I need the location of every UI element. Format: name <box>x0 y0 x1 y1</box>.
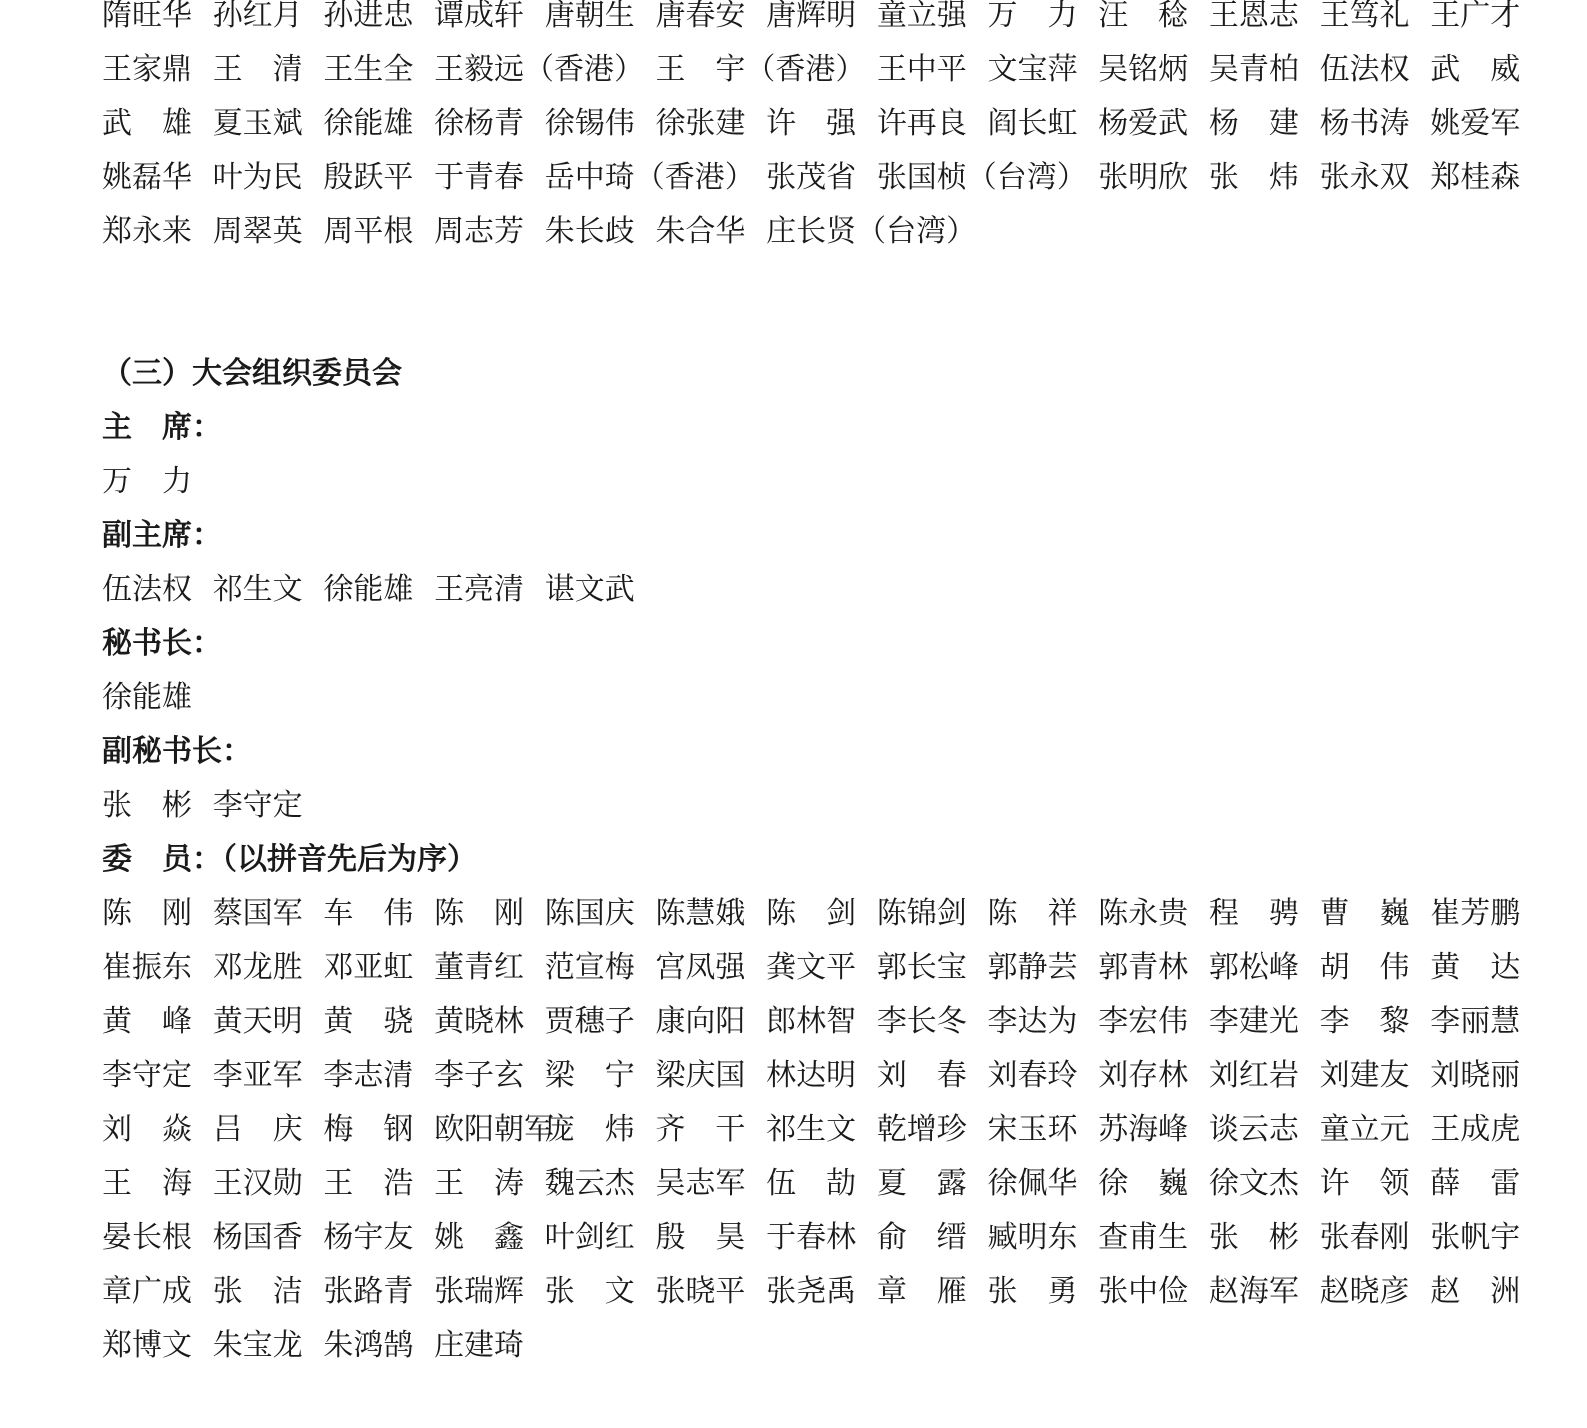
member-name: 范宣梅 <box>544 950 635 985</box>
member-name: 郭静芸 <box>987 950 1078 985</box>
member-name: 陈锦剑 <box>876 896 967 931</box>
name-item: 张永双 <box>1319 160 1410 195</box>
member-name: 伍 劼 <box>766 1166 857 1201</box>
member-name: 殷 昊 <box>655 1220 746 1255</box>
name-item: 王家鼎 <box>102 52 192 87</box>
member-name: 李达为 <box>987 1004 1078 1039</box>
member-name: 张 文 <box>544 1274 635 1309</box>
member-name: 刘存林 <box>1098 1058 1189 1093</box>
member-name: 朱宝龙 <box>212 1328 303 1363</box>
member-name: 黄天明 <box>212 1004 303 1039</box>
members-list <box>102 894 1525 1380</box>
member-name: 张帆宇 <box>1430 1220 1521 1255</box>
name-item: 万 力 <box>987 0 1078 33</box>
member-name: 李长冬 <box>876 1004 967 1039</box>
member-name: 张春刚 <box>1319 1220 1410 1255</box>
name-item: 张明欣 <box>1098 160 1189 195</box>
member-name: 邓龙胜 <box>212 950 303 985</box>
name-item: 童立强 <box>876 0 967 33</box>
member-name: 张尧禹 <box>766 1274 857 1309</box>
name-item: 张 炜 <box>1208 160 1299 195</box>
member-name: 薛 雷 <box>1430 1166 1521 1201</box>
name-item: 殷跃平 <box>323 160 414 195</box>
name-item: 伍法权 <box>1319 52 1410 87</box>
name-item: 张茂省 <box>766 160 857 195</box>
member-name: 陈 剑 <box>766 896 857 931</box>
member-name: 林达明 <box>766 1058 857 1093</box>
member-name: 庞 炜 <box>544 1112 635 1147</box>
member-name: 董青红 <box>434 950 525 985</box>
member-name: 于春林 <box>766 1220 857 1255</box>
deputy-secretary-name: 李守定 <box>212 788 303 823</box>
chair-label: 主 席： <box>102 410 222 445</box>
member-name: 赵 洲 <box>1430 1274 1521 1309</box>
member-name: 吕 庆 <box>212 1112 303 1147</box>
member-name: 朱鸿鹄 <box>323 1328 414 1363</box>
member-name: 祁生文 <box>766 1112 857 1147</box>
member-name: 曹 巍 <box>1319 896 1410 931</box>
name-item: 张国桢（台湾） <box>876 160 1087 195</box>
member-name: 陈 刚 <box>434 896 525 931</box>
name-item: 杨爱武 <box>1098 106 1189 141</box>
member-name: 梁庆国 <box>655 1058 746 1093</box>
member-name: 郭松峰 <box>1208 950 1299 985</box>
chair-name: 万 力 <box>102 464 192 499</box>
name-item: 周翠英 <box>212 214 303 249</box>
member-name: 谈云志 <box>1208 1112 1299 1147</box>
member-name: 赵晓彦 <box>1319 1274 1410 1309</box>
name-item: 庄长贤（台湾） <box>766 214 977 249</box>
member-name: 臧明东 <box>987 1220 1078 1255</box>
section-heading: （三）大会组织委员会 <box>102 356 402 391</box>
vice-chair-name: 伍法权 <box>102 572 192 607</box>
member-name: 齐 干 <box>655 1112 746 1147</box>
name-item: 岳中琦（香港） <box>544 160 755 195</box>
member-name: 庄建琦 <box>434 1328 525 1363</box>
member-name: 崔芳鹏 <box>1430 896 1521 931</box>
name-item: 武 威 <box>1430 52 1521 87</box>
member-name: 张 洁 <box>212 1274 303 1309</box>
member-name: 贾穗子 <box>544 1004 635 1039</box>
vice-chair-name: 徐能雄 <box>323 572 414 607</box>
member-name: 张 勇 <box>987 1274 1078 1309</box>
name-item: 周志芳 <box>434 214 525 249</box>
name-item: 姚爱军 <box>1430 106 1521 141</box>
name-item: 朱合华 <box>655 214 746 249</box>
name-item: 许 强 <box>766 106 857 141</box>
member-name: 蔡国军 <box>212 896 303 931</box>
name-item: 唐春安 <box>655 0 746 33</box>
member-name: 王汉勋 <box>212 1166 303 1201</box>
member-name: 李 黎 <box>1319 1004 1410 1039</box>
member-name: 王 浩 <box>323 1166 414 1201</box>
name-item: 朱长歧 <box>544 214 635 249</box>
vice-chair-names <box>102 570 1525 624</box>
member-name: 梅 钢 <box>323 1112 414 1147</box>
vice-chair-name: 王亮清 <box>434 572 525 607</box>
member-name: 李宏伟 <box>1098 1004 1189 1039</box>
member-name: 崔振东 <box>102 950 192 985</box>
member-name: 李守定 <box>102 1058 192 1093</box>
member-name: 许 领 <box>1319 1166 1410 1201</box>
name-item: 武 雄 <box>102 106 192 141</box>
member-name: 郎林智 <box>766 1004 857 1039</box>
member-name: 胡 伟 <box>1319 950 1410 985</box>
vice-chair-label: 副主席： <box>102 518 222 553</box>
name-item: 谭成轩 <box>434 0 525 33</box>
name-item: 吴铭炳 <box>1098 52 1189 87</box>
member-name: 夏 露 <box>876 1166 967 1201</box>
name-item: 杨书涛 <box>1319 106 1410 141</box>
vice-chair-name: 祁生文 <box>212 572 303 607</box>
name-item: 孙红月 <box>212 0 303 33</box>
member-name: 叶剑红 <box>544 1220 635 1255</box>
name-item: 许再良 <box>876 106 967 141</box>
name-item: 王生全 <box>323 52 414 87</box>
member-name: 童立元 <box>1319 1112 1410 1147</box>
member-name: 王成虎 <box>1430 1112 1521 1147</box>
member-name: 徐佩华 <box>987 1166 1078 1201</box>
member-name: 宫凤强 <box>655 950 746 985</box>
member-name: 黄 骁 <box>323 1004 414 1039</box>
member-name: 查甫生 <box>1098 1220 1189 1255</box>
member-name: 邓亚虹 <box>323 950 414 985</box>
member-name: 张 彬 <box>1208 1220 1299 1255</box>
member-name: 郑博文 <box>102 1328 192 1363</box>
name-item: 孙进忠 <box>323 0 414 33</box>
member-name: 黄 峰 <box>102 1004 192 1039</box>
name-item: 吴青柏 <box>1208 52 1299 87</box>
member-name: 黄晓林 <box>434 1004 525 1039</box>
member-name: 陈国庆 <box>544 896 635 931</box>
name-item: 叶为民 <box>212 160 303 195</box>
member-name: 李子玄 <box>434 1058 525 1093</box>
member-name: 张瑞辉 <box>434 1274 525 1309</box>
secretary-general-name: 徐能雄 <box>102 680 192 715</box>
name-item: 杨 建 <box>1208 106 1299 141</box>
member-name: 姚 鑫 <box>434 1220 525 1255</box>
member-name: 陈慧娥 <box>655 896 746 931</box>
member-name: 王 海 <box>102 1166 192 1201</box>
members-label: 委 员：（以拼音先后为序） <box>102 842 477 877</box>
name-item: 于青春 <box>434 160 525 195</box>
name-item: 郑桂森 <box>1430 160 1521 195</box>
member-name: 章 雁 <box>876 1274 967 1309</box>
member-name: 龚文平 <box>766 950 857 985</box>
member-name: 欧阳朝军 <box>434 1112 555 1147</box>
member-name: 郭青林 <box>1098 950 1189 985</box>
member-name: 杨国香 <box>212 1220 303 1255</box>
name-item: 王中平 <box>876 52 967 87</box>
name-item: 周平根 <box>323 214 414 249</box>
name-item: 王毅远（香港） <box>434 52 645 87</box>
member-name: 苏海峰 <box>1098 1112 1189 1147</box>
member-name: 梁 宁 <box>544 1058 635 1093</box>
member-name: 魏云杰 <box>544 1166 635 1201</box>
secretary-general-label: 秘书长： <box>102 626 222 661</box>
member-name: 车 伟 <box>323 896 414 931</box>
name-item: 汪 稔 <box>1098 0 1189 33</box>
member-name: 程 骋 <box>1208 896 1299 931</box>
member-name: 康向阳 <box>655 1004 746 1039</box>
member-name: 李丽慧 <box>1430 1004 1521 1039</box>
name-item: 郑永来 <box>102 214 192 249</box>
member-name: 陈永贵 <box>1098 896 1189 931</box>
name-item: 姚磊华 <box>102 160 192 195</box>
deputy-secretary-label: 副秘书长： <box>102 734 252 769</box>
member-name: 章广成 <box>102 1274 192 1309</box>
member-name: 刘春玲 <box>987 1058 1078 1093</box>
deputy-secretary-names <box>102 786 1525 840</box>
name-item: 隋旺华 <box>102 0 192 33</box>
name-item: 徐锡伟 <box>544 106 635 141</box>
member-name: 杨宇友 <box>323 1220 414 1255</box>
member-name: 刘建友 <box>1319 1058 1410 1093</box>
member-name: 陈 刚 <box>102 896 192 931</box>
member-name: 俞 缙 <box>876 1220 967 1255</box>
member-name: 吴志军 <box>655 1166 746 1201</box>
member-name: 李志清 <box>323 1058 414 1093</box>
member-name: 张路青 <box>323 1274 414 1309</box>
name-item: 徐杨青 <box>434 106 525 141</box>
name-item: 王广才 <box>1430 0 1521 33</box>
name-item: 王 宇（香港） <box>655 52 866 87</box>
vice-chair-name: 谌文武 <box>544 572 635 607</box>
name-item: 徐能雄 <box>323 106 414 141</box>
deputy-secretary-name: 张 彬 <box>102 788 192 823</box>
name-item: 王 清 <box>212 52 303 87</box>
member-name: 陈 祥 <box>987 896 1078 931</box>
name-item: 王恩志 <box>1208 0 1299 33</box>
name-item: 唐辉明 <box>766 0 857 33</box>
name-list-continued <box>102 0 1525 266</box>
member-name: 刘晓丽 <box>1430 1058 1521 1093</box>
member-name: 刘 焱 <box>102 1112 192 1147</box>
member-name: 徐文杰 <box>1208 1166 1299 1201</box>
member-name: 张晓平 <box>655 1274 746 1309</box>
member-name: 黄 达 <box>1430 950 1521 985</box>
name-item: 唐朝生 <box>544 0 635 33</box>
member-name: 宋玉环 <box>987 1112 1078 1147</box>
member-name: 晏长根 <box>102 1220 192 1255</box>
member-name: 乾增珍 <box>876 1112 967 1147</box>
member-name: 刘红岩 <box>1208 1058 1299 1093</box>
member-name: 刘 春 <box>876 1058 967 1093</box>
member-name: 郭长宝 <box>876 950 967 985</box>
member-name: 张中俭 <box>1098 1274 1189 1309</box>
name-item: 王笃礼 <box>1319 0 1410 33</box>
member-name: 徐 巍 <box>1098 1166 1189 1201</box>
name-item: 阎长虹 <box>987 106 1078 141</box>
document-page <box>102 0 1525 1380</box>
name-item: 夏玉斌 <box>212 106 303 141</box>
member-name: 李建光 <box>1208 1004 1299 1039</box>
name-item: 徐张建 <box>655 106 746 141</box>
member-name: 赵海军 <box>1208 1274 1299 1309</box>
member-name: 李亚军 <box>212 1058 303 1093</box>
name-item: 文宝萍 <box>987 52 1078 87</box>
member-name: 王 涛 <box>434 1166 525 1201</box>
